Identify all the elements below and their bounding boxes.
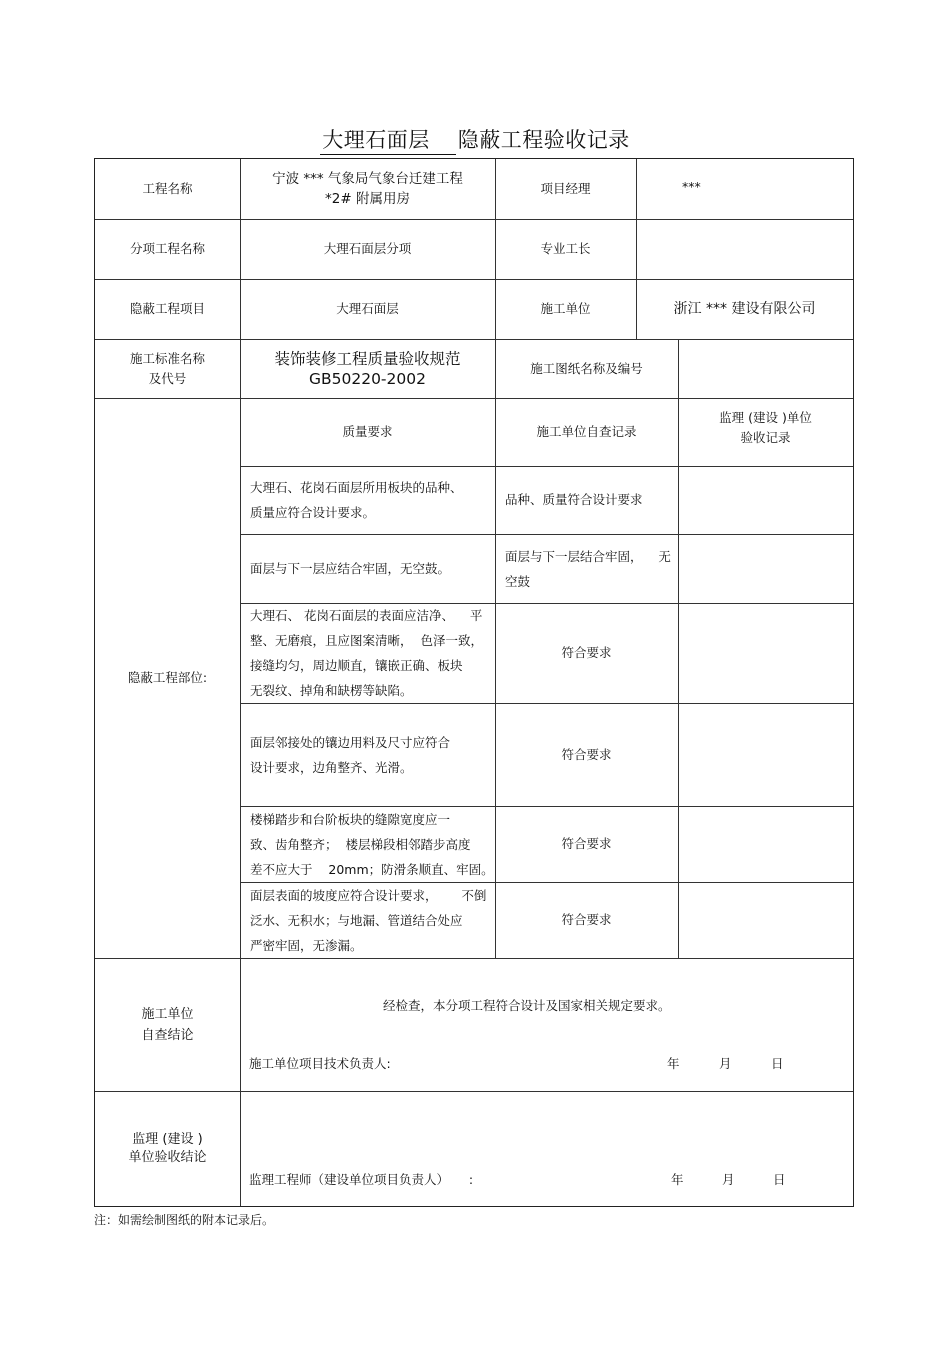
supervision-conclusion-month: 月 <box>722 1172 735 1187</box>
hidden-project-value: 大理石面层 <box>336 301 399 316</box>
construction-unit-label: 施工单位 <box>540 301 591 316</box>
requirement-3: 大理石、 花岗石面层的表面应洁净、 平 整、无磨痕，且应图案清晰， 色泽一致， 接缝均匀，周边顺直，镶嵌正确、板块 无裂纹、掉角和缺楞等缺陷。 <box>250 608 483 698</box>
check-record-5: 符合要求 <box>561 836 612 851</box>
inspection-table <box>94 158 854 1207</box>
document-title <box>0 124 950 156</box>
supervision-conclusion-signer: 监理工程师（建设单位项目负责人） : <box>249 1172 474 1187</box>
check-record-2: 面层与下一层结合牢固， 无 空鼓 <box>505 548 671 589</box>
check-record-1: 品种、质量符合设计要求 <box>505 492 643 507</box>
requirement-4: 面层邻接处的镶边用料及尺寸应符合 设计要求，边角整齐、光滑。 <box>250 734 451 775</box>
title-part2: 隐蔽工程验收记录 <box>457 128 630 152</box>
supervision-conclusion-year: 年 <box>671 1172 684 1187</box>
check-record-3: 符合要求 <box>561 645 612 660</box>
supervision-record-4 <box>678 703 853 806</box>
hidden-part-label: 隐蔽工程部位: <box>127 670 208 685</box>
supervision-record-1 <box>678 466 853 534</box>
supervision-record-header: 监理 (建设 )单位 验收记录 <box>719 410 812 445</box>
self-conclusion-signer: 施工单位项目技术负责人: <box>249 1056 391 1071</box>
requirement-2: 面层与下一层应结合牢固，无空鼓。 <box>250 561 451 576</box>
standard-label: 施工标准名称 及代号 <box>129 350 205 386</box>
hidden-project-label: 隐蔽工程项目 <box>129 301 205 316</box>
project-manager-value: *** <box>682 179 701 194</box>
project-manager-label: 项目经理 <box>540 181 591 196</box>
construction-unit-value: 浙江 *** 建设有限公司 <box>673 301 816 317</box>
supervision-record-5 <box>678 806 853 882</box>
drawing-label: 施工图纸名称及编号 <box>530 360 643 376</box>
self-conclusion-label: 施工单位 自查结论 <box>141 1006 194 1043</box>
subitem-name-value: 大理石面层分项 <box>323 241 412 256</box>
foreman-value <box>636 219 853 279</box>
self-conclusion-statement: 经检查，本分项工程符合设计及国家相关规定要求。 <box>383 998 671 1013</box>
quality-requirement-header: 质量要求 <box>342 424 393 439</box>
standard-value: 装饰装修工程质量验收规范 GB50220-2002 <box>274 349 461 388</box>
requirement-5: 楼梯踏步和台阶板块的缝隙宽度应一 致、齿角整齐； 楼层梯段相邻踏步高度 差不应大于 20mm；防滑条顺直、牢固。 <box>250 811 494 877</box>
self-conclusion-month: 月 <box>719 1056 732 1071</box>
self-check-header: 施工单位自查记录 <box>536 424 637 439</box>
requirement-6: 面层表面的坡度应符合设计要求， 不倒 泛水、无积水；与地漏、管道结合处应 严密牢固，无渗漏。 <box>250 887 487 953</box>
self-conclusion-year: 年 <box>667 1056 680 1071</box>
check-record-6: 符合要求 <box>561 912 612 927</box>
supervision-conclusion-day: 日 <box>773 1172 786 1187</box>
supervision-record-3 <box>678 603 853 703</box>
requirement-1: 大理石、花岗石面层所用板块的品种、 质量应符合设计要求。 <box>250 480 463 520</box>
supervision-conclusion-label: 监理 (建设 ) 单位验收结论 <box>128 1131 207 1165</box>
footnote: 注：如需绘制图纸的附本记录后。 <box>94 1213 275 1227</box>
title-part1: 大理石面层 <box>320 126 456 155</box>
check-record-4: 符合要求 <box>561 746 612 762</box>
project-name-value: 宁波 *** 气象局气象台迁建工程 *2# 附属用房 <box>272 171 463 207</box>
foreman-label: 专业工长 <box>540 241 591 256</box>
supervision-record-6 <box>678 882 853 958</box>
supervision-record-2 <box>678 534 853 603</box>
drawing-value <box>678 339 853 398</box>
self-conclusion-day: 日 <box>771 1056 784 1071</box>
project-name-label: 工程名称 <box>142 181 193 196</box>
subitem-name-label: 分项工程名称 <box>129 241 205 256</box>
